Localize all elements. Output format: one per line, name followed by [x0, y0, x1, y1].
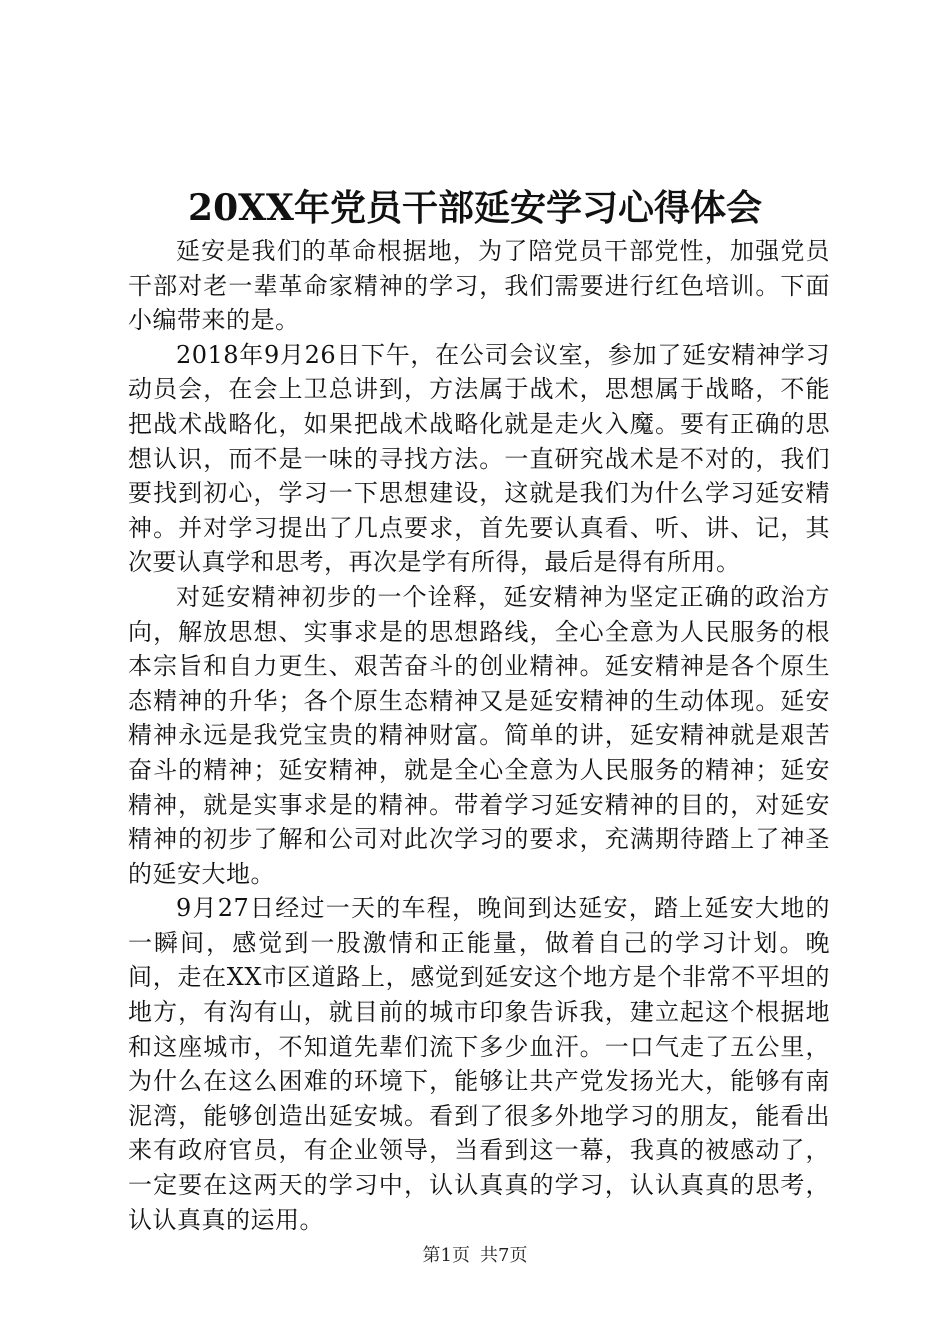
page-footer	[0, 1244, 950, 1268]
page-number-total: 共7页	[480, 1245, 528, 1266]
document-title: 20XX年党员干部延安学习心得体会	[188, 187, 762, 229]
paragraph-spirit: 对延安精神初步的一个诠释，延安精神为坚定正确的政治方向，解放思想、实事求是的思想路线，全心全意为人民服务的根本宗旨和自力更生、艰苦奋斗的创业精神。延安精神是各个原生态精神的升华；各个原生态精神又是延安精神的生动体现。延安精神永远是我党宝贵的精神财富。简单的讲，延安精神就是艰苦奋斗的精神；延安精神，就是全心全意为人民服务的精神；延安精神，就是实事求是的精神。带着学习延安精神的目的，对延安精神的初步了解和公司对此次学习的要求，充满期待踏上了神圣的延安大地。	[128, 582, 830, 888]
paragraph-meeting: 2018年9月26日下午，在公司会议室，参加了延安精神学习动员会，在会上卫总讲到，方法属于战术，思想属于战略，不能把战术战略化，如果把战术战略化就是走火入魔。要有正确的思想认识，而不是一味的寻找方法。一直研究战术是不对的，我们要找到初心，学习一下思想建设，这就是我们为什么学习延安精神。并对学习提出了几点要求，首先要认真看、听、讲、记，其次要认真学和思考，再次是学有所得，最后是得有所用。	[128, 340, 830, 577]
document-body	[128, 234, 830, 1237]
paragraph-intro: 延安是我们的革命根据地，为了陪党员干部党性，加强党员干部对老一辈革命家精神的学习，我们需要进行红色培训。下面小编带来的是。	[128, 237, 830, 335]
paragraph-arrival: 9月27日经过一天的车程，晚间到达延安，踏上延安大地的一瞬间，感觉到一股激情和正能量，做着自己的学习计划。晚间，走在XX市区道路上，感觉到延安这个地方是个非常不平坦的地方，有沟有山，就目前的城市印象告诉我，建立起这个根据地和这座城市，不知道先辈们流下多少血汗。一口气走了五公里，为什么在这么困难的环境下，能够让共产党发扬光大，能够有南泥湾，能够创造出延安城。看到了很多外地学习的朋友，能看出来有政府官员，有企业领导，当看到这一幕，我真的被感动了，一定要在这两天的学习中，认认真真的学习，认认真真的思考，认认真真的运用。	[128, 894, 830, 1234]
page-number-current: 第1页	[422, 1245, 470, 1266]
